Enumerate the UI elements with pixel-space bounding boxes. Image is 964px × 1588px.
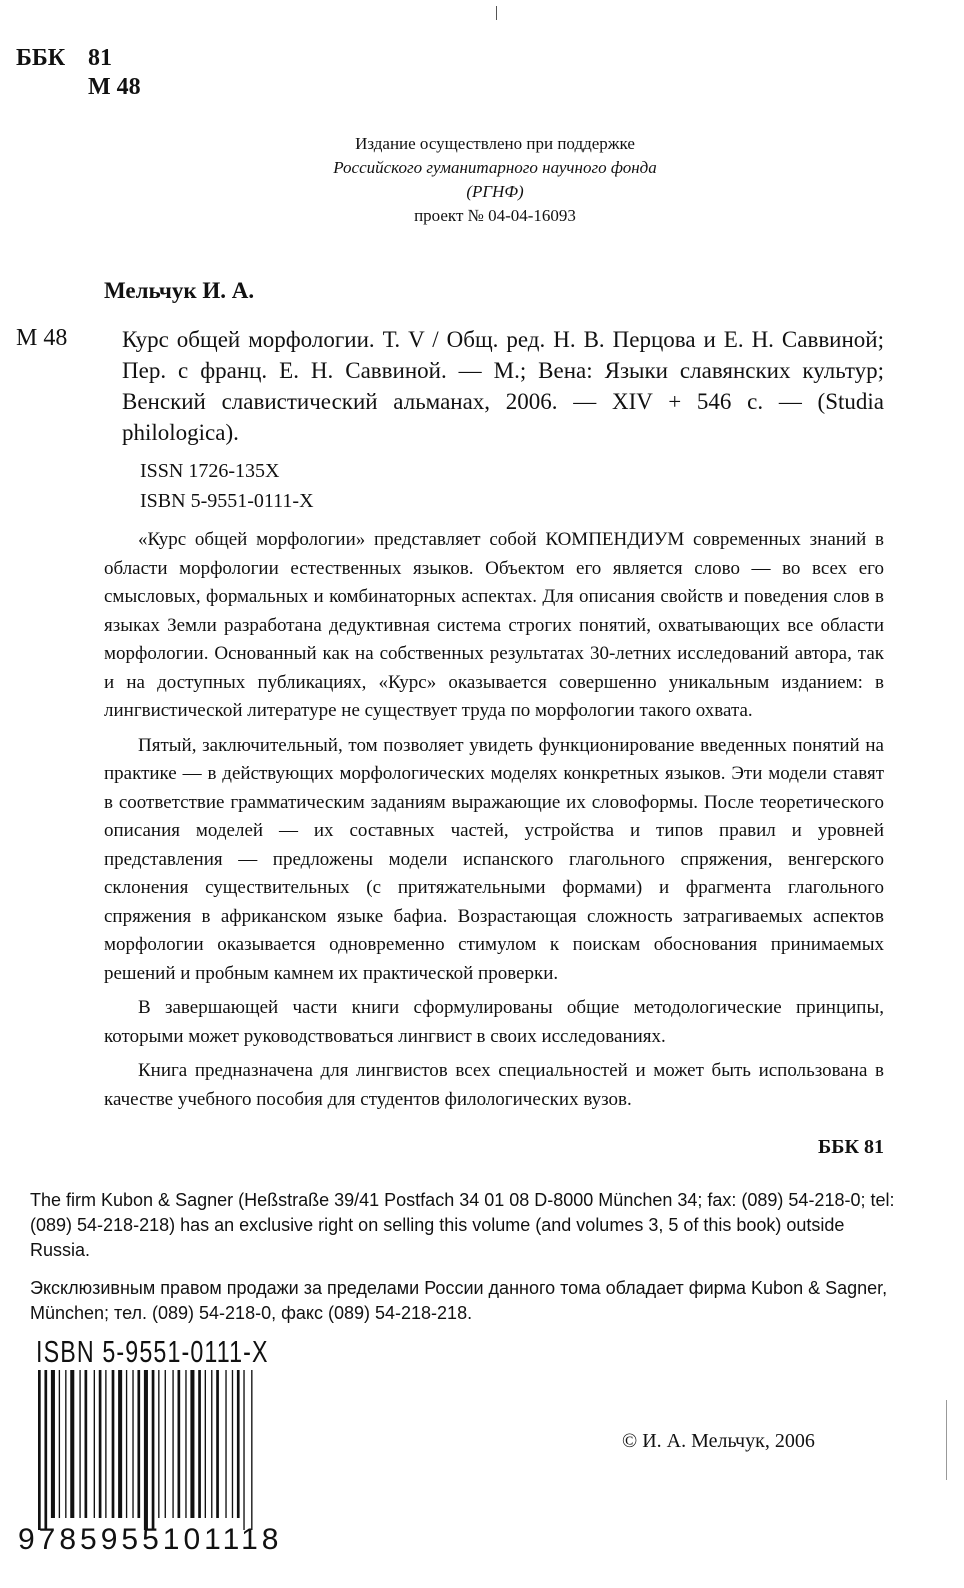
bbk-label: ББК — [16, 45, 66, 71]
bbk-footer: ББК 81 — [818, 1136, 884, 1158]
barcode-bar — [105, 1370, 106, 1518]
isbn: ISBN 5-9551-0111-X — [140, 490, 314, 512]
grant-notice — [250, 132, 740, 228]
grant-line-4: проект № 04-04-16093 — [414, 206, 576, 225]
abstract-paragraph: В завершающей части книги сформулированы общие методологические принципы, которыми может руководствоваться лингвист в своих исследованиях. — [104, 997, 884, 1047]
barcode-bar — [216, 1370, 219, 1518]
barcode-bar — [198, 1370, 201, 1518]
scan-edge — [946, 1400, 947, 1480]
barcode-bar — [172, 1370, 173, 1518]
barcode-bar — [251, 1370, 252, 1530]
scan-mark — [496, 6, 497, 20]
barcode-bar — [165, 1370, 166, 1518]
abstract-paragraph: Книга предназначена для лингвистов всех специальностей и может быть использована в качестве учебного пособия для студентов филологических вузов. — [104, 1060, 884, 1110]
barcode-isbn-text: ISBN 5-9551-0111-X — [36, 1334, 269, 1369]
author-sign: М 48 — [88, 74, 141, 100]
author-heading: Мельчук И. А. — [104, 278, 255, 303]
abstract — [104, 526, 884, 1120]
grant-line-3: (РГНФ) — [466, 182, 524, 201]
barcode-bar — [190, 1370, 194, 1518]
abstract-paragraph: Пятый, заключительный, том позволяет увидеть функционирование введенных понятий на практике — в действующих морфологических моделях конкретных языков. Эти модели ставят в соответствие грамматическим заданиям выражающие их словоформы. После теоретического описания моделей — их составных частей, устройства и типов правил и уровней представления — предложены модели испанского глагольного спряжения, венгерского склонения существительных (с притяжательными формами) и фрагмента глагольного спряжения в африканском языке бафиа. Возрастающая сложность затрагиваемых аспектов морфологии оказывается одновременно стимулом к поискам обоснования принимаемых решений и пробным камнем их практической проверки. — [104, 734, 884, 984]
identifiers — [140, 456, 314, 516]
bibliographic-description: Курс общей морфологии. Т. V / Общ. ред. Н. В. Перцова и Е. Н. Саввиной; Пер. с франц. Е. Н. Саввиной. — М.; Вена: Языки славянских культур; Венский славистический альманах, 2006. — XIV + 546 с. — (Studia philologica). — [122, 327, 884, 445]
barcode-bar — [205, 1370, 206, 1518]
barcode-bar — [112, 1370, 115, 1518]
barcode-bar — [158, 1370, 159, 1518]
grant-line-2: Российского гуманитарного научного фонда — [333, 158, 657, 177]
catalog-sign: М 48 — [16, 325, 68, 351]
bbk-code: 81 — [88, 45, 112, 71]
distribution-notice-english: The firm Kubon & Sagner (Heßstraße 39/41 Postfach 34 01 08 D-8000 München 34; fax: (089) 54-218-0; tel: (089) 54-218-218) has an exclusive right on selling this volume (and volumes 3, 5 of this book) outside Russia. — [30, 1190, 895, 1260]
barcode-bar — [99, 1370, 102, 1518]
barcode-bar — [70, 1370, 74, 1518]
bbk-classification — [16, 42, 112, 74]
barcode-bar — [137, 1370, 140, 1518]
barcode-icon — [36, 1370, 306, 1530]
barcode-bar — [211, 1370, 212, 1518]
barcode-bar — [126, 1370, 127, 1518]
barcode-bar — [225, 1370, 226, 1518]
copyright: © И. А. Мельчук, 2006 — [622, 1430, 815, 1452]
barcode-bar — [178, 1370, 181, 1518]
barcode-bar — [132, 1370, 133, 1518]
barcode-bar — [44, 1370, 47, 1530]
barcode-bar — [144, 1370, 148, 1530]
barcode-bar — [85, 1370, 88, 1518]
grant-line-1: Издание осуществлено при поддержке — [355, 134, 635, 153]
barcode-bar — [51, 1370, 55, 1518]
barcode-digits: 9785955101118 — [18, 1523, 283, 1556]
barcode-bar — [79, 1370, 80, 1518]
barcode-bar — [65, 1370, 66, 1518]
distribution-notice-russian: Эксклюзивным правом продажи за пределами России данного тома обладает фирма Kubon & Sagner, München; тел. (089) 54-218-0, факс (089) 54-218-218. — [30, 1278, 888, 1323]
barcode-bar — [59, 1370, 60, 1518]
barcode-bar — [237, 1370, 240, 1518]
barcode-bar — [118, 1370, 122, 1518]
issn: ISSN 1726-135X — [140, 460, 280, 482]
barcode-bar — [232, 1370, 233, 1518]
barcode-bar — [243, 1370, 244, 1530]
barcode-bar — [38, 1370, 41, 1530]
barcode-bar — [152, 1370, 155, 1530]
abstract-paragraph: «Курс общей морфологии» представляет собой КОМПЕНДИУМ современных знаний в области морфологии естественных языков. Объектом его является слово — во всех его смысловых, формальных и комбинаторных аспектах. Для описания свойств и поведения слов в языках Земли разработана дедуктивная система строгих понятий, охватывающих все области морфологии. Основанный как на собственных результатах 30-летних исследований автора, так и на доступных публикациях, «Курс» оказывается совершенно уникальным изданием: в лингвистической литературе не существует труда по морфологии такого охвата. — [104, 529, 884, 721]
barcode-bar — [94, 1370, 95, 1518]
barcode-bar — [185, 1370, 186, 1518]
